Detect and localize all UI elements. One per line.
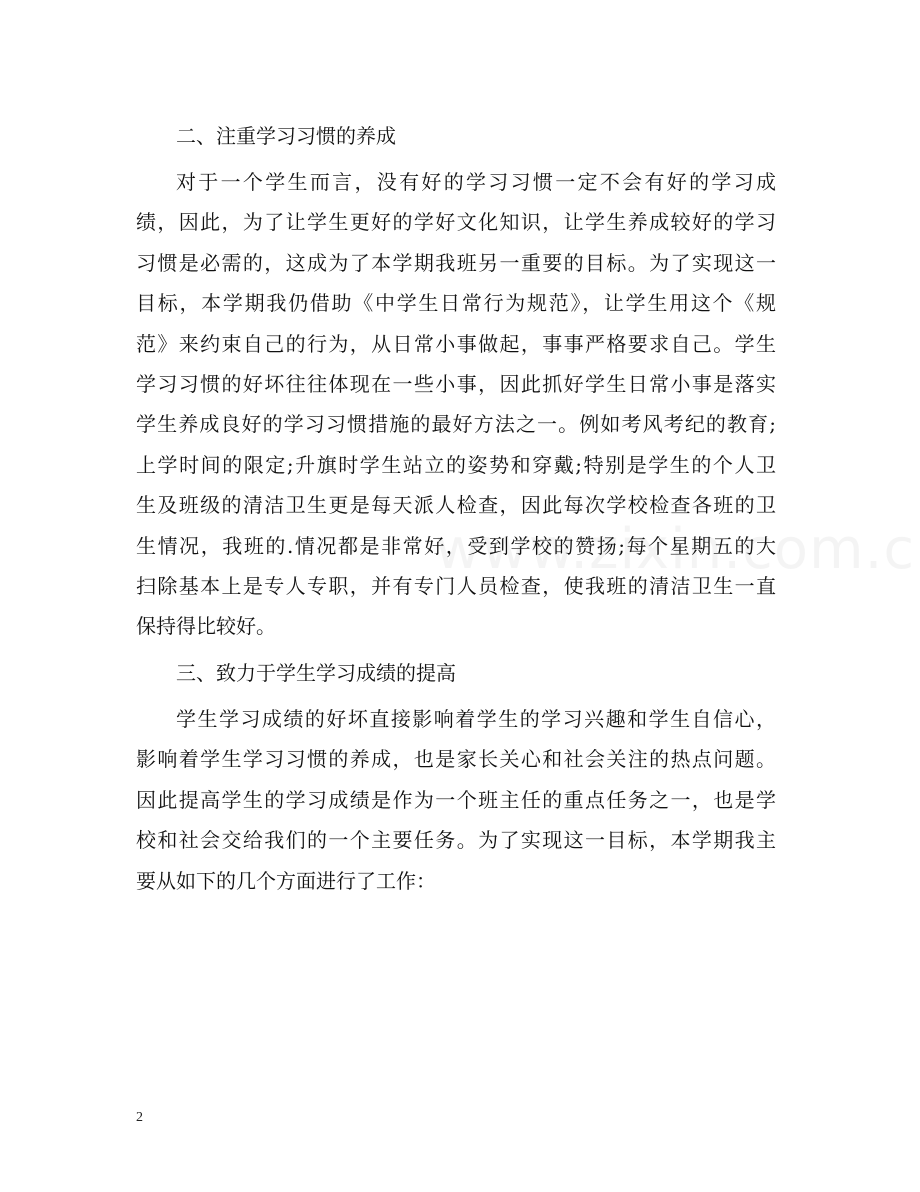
section-paragraph-3 [136, 699, 776, 901]
paragraph-line: 扫除基本上是专人专职，并有专门人员检查，使我班的清洁卫生一直 [136, 574, 776, 599]
section-paragraph-2 [136, 162, 776, 647]
paragraph-line: 范》来约束自己的行为，从日常小事做起，事事严格要求自己。学生 [136, 331, 776, 356]
paragraph-line: 生情况，我班的.情况都是非常好，受到学校的赞扬;每个星期五的大 [136, 533, 776, 558]
paragraph-line: 对于一个学生而言，没有好的学习习惯一定不会有好的学习成 [176, 170, 776, 194]
paragraph-line: 因此提高学生的学习成绩是作为一个班主任的重点任务之一，也是学 [136, 787, 776, 812]
document-body [136, 118, 776, 909]
page-number: 2 [136, 1110, 143, 1125]
section-heading-3: 三、致力于学生学习成绩的提高 [176, 660, 456, 685]
paragraph-line: 生及班级的清洁卫生更是每天派人检查，因此每次学校检查各班的卫 [136, 493, 776, 518]
paragraph-line: 上学时间的限定;升旗时学生站立的姿势和穿戴;特别是学生的个人卫 [136, 452, 776, 477]
paragraph-line: 学生养成良好的学习习惯措施的最好方法之一。例如考风考纪的教育; [136, 412, 776, 437]
paragraph-line: 学习习惯的好坏往往体现在一些小事，因此抓好学生日常小事是落实 [136, 372, 776, 397]
paragraph-line: 习惯是必需的，这成为了本学期我班另一重要的目标。为了实现这一 [136, 250, 776, 275]
paragraph-line: 学生学习成绩的好坏直接影响着学生的学习兴趣和学生自信心， [176, 706, 776, 731]
paragraph-line: 校和社会交给我们的一个主要任务。为了实现这一目标，本学期我主 [136, 828, 776, 853]
paragraph-line: 影响着学生学习习惯的养成，也是家长关心和社会关注的热点问题。 [136, 747, 776, 772]
paragraph-line: 保持得比较好。 [136, 614, 276, 639]
paragraph-line: 绩，因此，为了让学生更好的学好文化知识，让学生养成较好的学习 [136, 210, 776, 235]
paragraph-line: 要从如下的几个方面进行了工作： [136, 868, 436, 893]
section-heading-2: 二、注重学习习惯的养成 [176, 124, 396, 148]
paragraph-line: 目标，本学期我仍借助《中学生日常行为规范》，让学生用这个《规 [136, 291, 776, 316]
